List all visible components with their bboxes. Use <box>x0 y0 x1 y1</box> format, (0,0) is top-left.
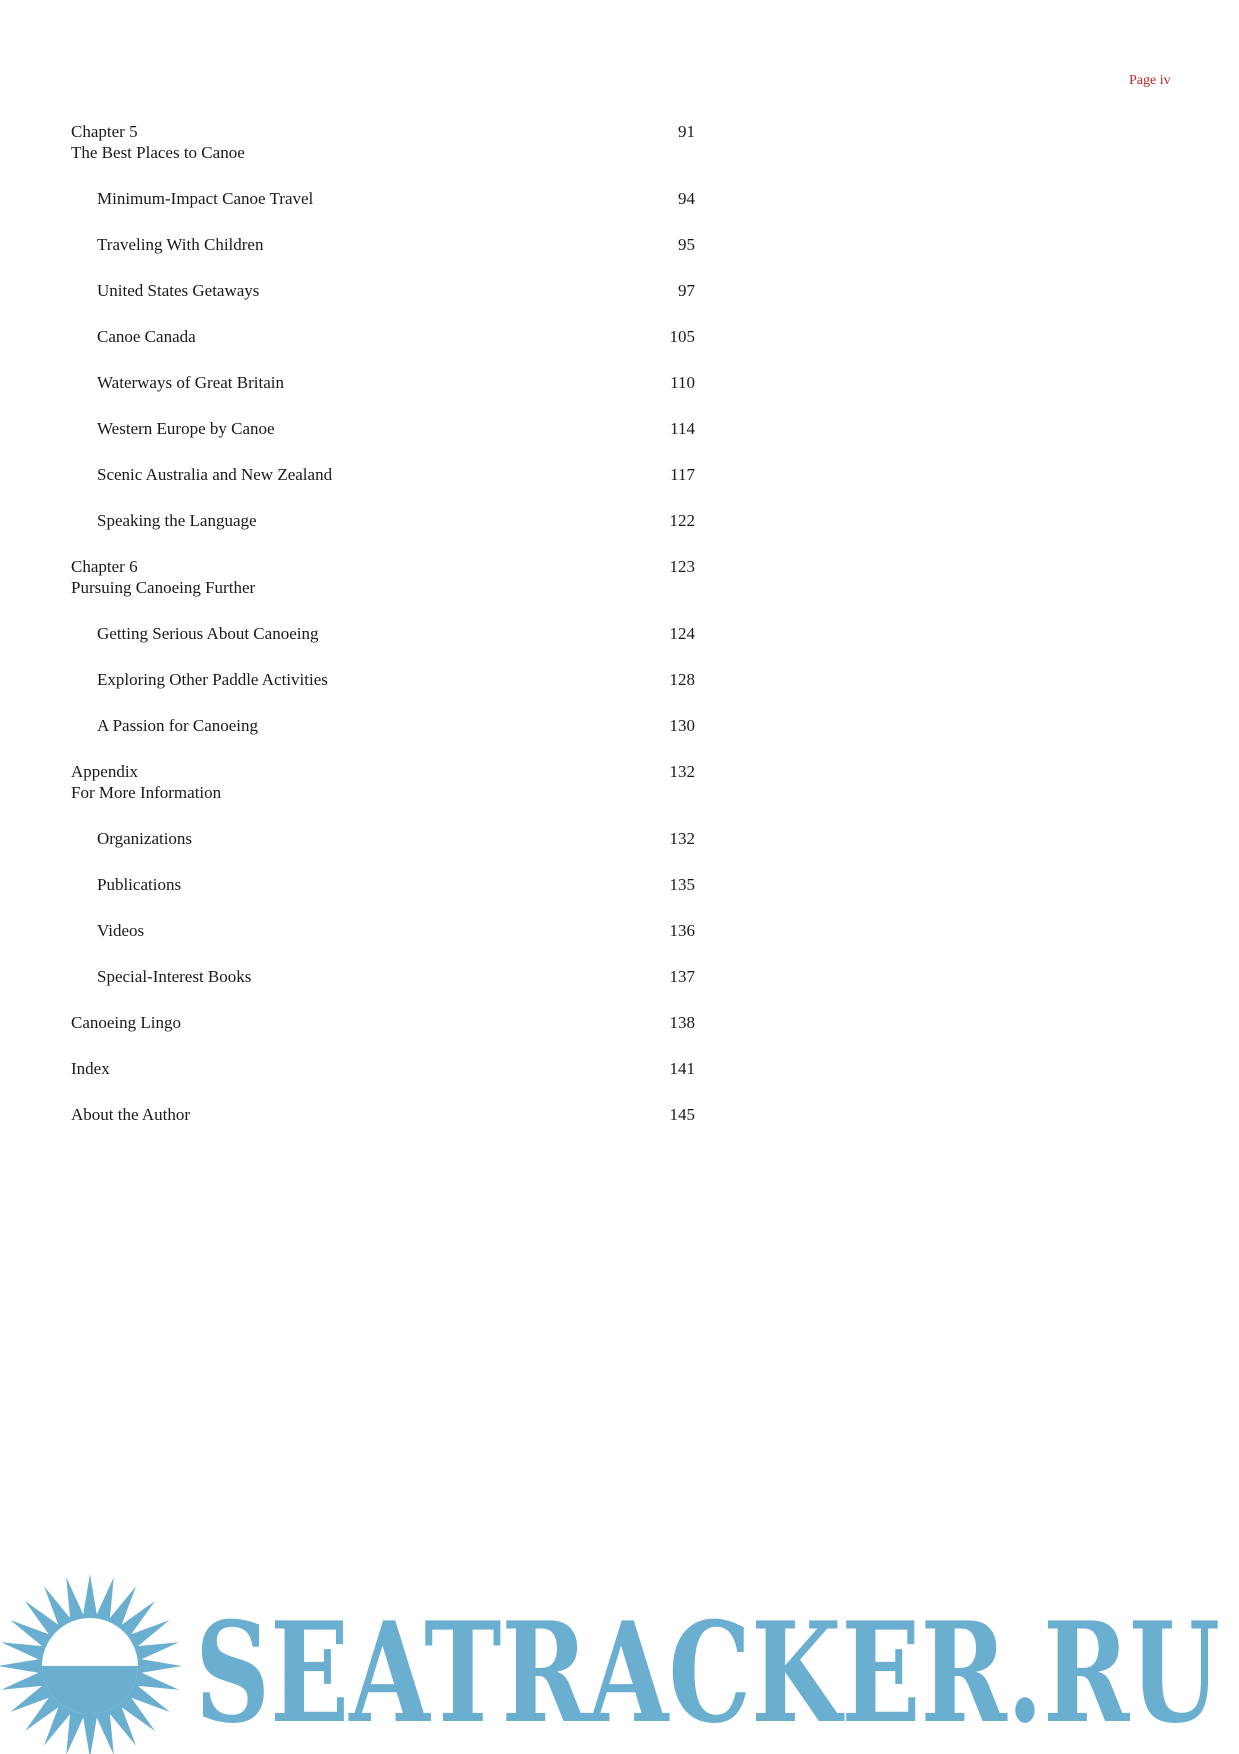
toc-title: Special-Interest Books <box>97 967 252 986</box>
toc-title: Waterways of Great Britain <box>97 373 284 392</box>
toc-title: Pursuing Canoeing Further <box>71 578 256 597</box>
toc-page-number: 130 <box>669 716 695 735</box>
toc-title: Traveling With Children <box>97 235 264 254</box>
toc-page-number: 124 <box>669 624 695 643</box>
toc-subentry[interactable] <box>71 828 695 849</box>
toc-title: Videos <box>97 921 145 940</box>
watermark-text: SEATRACKER.RU <box>195 1591 1220 1754</box>
toc-subentry[interactable] <box>71 966 695 987</box>
toc-subentry[interactable] <box>71 280 695 301</box>
toc-subentry[interactable] <box>71 920 695 941</box>
toc-title: Scenic Australia and New Zealand <box>97 465 333 484</box>
toc-subentry[interactable] <box>71 372 695 393</box>
toc-page-number: 138 <box>669 1013 695 1032</box>
toc-chapter-label: Chapter 6 <box>71 557 138 576</box>
table-of-contents <box>71 121 695 1125</box>
toc-chapter[interactable] <box>71 761 695 803</box>
toc-subentry[interactable] <box>71 464 695 485</box>
toc-title: Exploring Other Paddle Activities <box>97 670 328 689</box>
toc-title: Minimum-Impact Canoe Travel <box>97 189 314 208</box>
toc-subentry[interactable] <box>71 510 695 531</box>
toc-page-number: 91 <box>678 122 695 141</box>
toc-subentry[interactable] <box>71 623 695 644</box>
toc-page-number: 145 <box>669 1105 695 1124</box>
toc-title: Publications <box>97 875 182 894</box>
toc-page-number: 123 <box>669 557 695 576</box>
toc-page-number: 137 <box>669 967 695 986</box>
toc-title: United States Getaways <box>97 281 260 300</box>
toc-page-number: 97 <box>678 281 695 300</box>
toc-entry[interactable] <box>71 1058 695 1079</box>
toc-page-number: 136 <box>669 921 695 940</box>
toc-page-number: 122 <box>669 511 695 530</box>
toc-entry[interactable] <box>71 1104 695 1125</box>
toc-page-number: 94 <box>678 189 695 208</box>
toc-subentry[interactable] <box>71 715 695 736</box>
toc-page-number: 105 <box>669 327 695 346</box>
toc-page-number: 128 <box>669 670 695 689</box>
toc-title: Organizations <box>97 829 193 848</box>
toc-subentry[interactable] <box>71 418 695 439</box>
toc-title: For More Information <box>71 783 222 802</box>
toc-chapter[interactable] <box>71 121 695 163</box>
sun-icon <box>0 1574 182 1754</box>
toc-page-number: 114 <box>670 419 695 438</box>
toc-page-number: 110 <box>670 373 695 392</box>
toc-subentry[interactable] <box>71 874 695 895</box>
toc-title: Canoeing Lingo <box>71 1013 182 1032</box>
toc-subentry[interactable] <box>71 326 695 347</box>
toc-chapter[interactable] <box>71 556 695 598</box>
toc-subentry[interactable] <box>71 669 695 690</box>
toc-page-number: 95 <box>678 235 695 254</box>
page-label: Page iv <box>1129 73 1171 88</box>
toc-title: Getting Serious About Canoeing <box>97 624 319 643</box>
toc-page-number: 117 <box>670 465 695 484</box>
toc-title: A Passion for Canoeing <box>97 716 259 735</box>
toc-page-number: 135 <box>669 875 695 894</box>
toc-subentry[interactable] <box>71 188 695 209</box>
toc-title: Index <box>71 1059 110 1078</box>
toc-page-number: 141 <box>669 1059 695 1078</box>
toc-title: Speaking the Language <box>97 511 257 530</box>
toc-page-number: 132 <box>669 762 695 781</box>
toc-entry[interactable] <box>71 1012 695 1033</box>
toc-chapter-label: Appendix <box>71 762 139 781</box>
toc-page-number: 132 <box>669 829 695 848</box>
toc-title: Canoe Canada <box>97 327 196 346</box>
toc-title: The Best Places to Canoe <box>71 143 245 162</box>
toc-subentry[interactable] <box>71 234 695 255</box>
toc-title: Western Europe by Canoe <box>97 419 275 438</box>
watermark-logo <box>0 1566 1239 1754</box>
toc-title: About the Author <box>71 1105 190 1124</box>
toc-chapter-label: Chapter 5 <box>71 122 138 141</box>
